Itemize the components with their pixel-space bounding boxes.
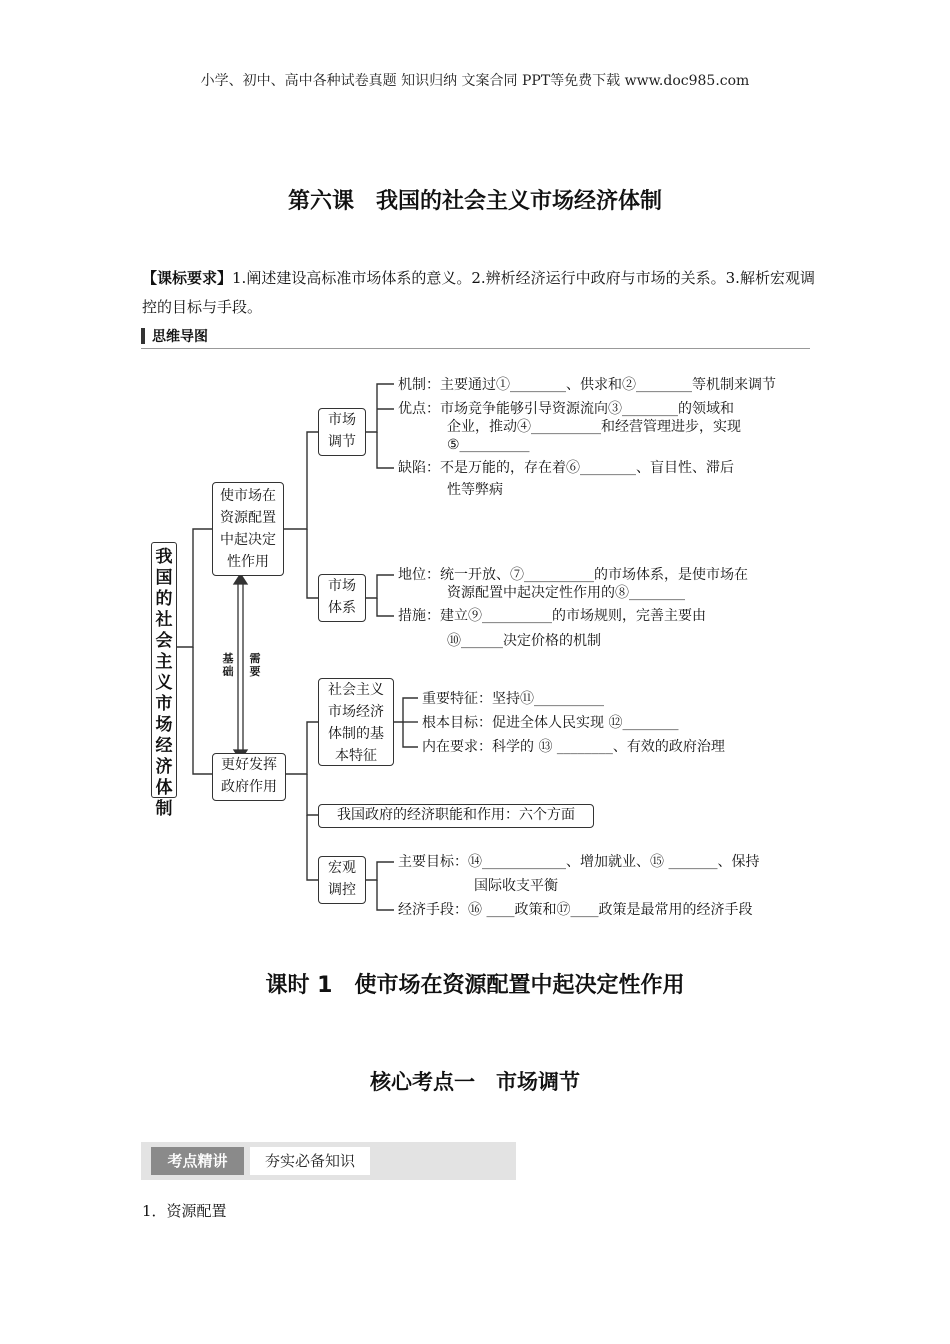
market-system-measures-cont: ⑩______决定价格的机制 — [447, 633, 601, 649]
macro-control-means: 经济手段：⑯ ____政策和⑰____政策是最常用的经济手段 — [398, 902, 753, 918]
branch-market-decisive-role: 使市场在 资源配置 中起决定 性作用 — [212, 482, 284, 576]
branch-government-role: 更好发挥 政府作用 — [212, 753, 286, 801]
class-title: 课时 1 使市场在资源配置中起决定性作用 — [265, 973, 685, 998]
market-system-status-cont: 资源配置中起决定性作用的⑧________ — [447, 585, 685, 601]
tag-foundation-knowledge: 夯实必备知识 — [250, 1147, 370, 1175]
lesson-title: 第六课 我国的社会主义市场经济体制 — [287, 189, 662, 214]
mindmap-title: 思维导图 — [152, 329, 208, 345]
node-market-regulation: 市场 调节 — [318, 408, 366, 456]
arrow-label-need: 需 要 — [249, 652, 261, 678]
section-heading-resource-allocation: 1．资源配置 — [142, 1202, 227, 1220]
node-basic-features: 社会主义 市场经济 体制的基 本特征 — [318, 678, 394, 766]
market-regulation-mechanism: 机制：主要通过①________、供求和②________等机制来调节 — [398, 377, 776, 393]
arrow-label-foundation: 基 础 — [222, 652, 234, 678]
node-macro-control: 宏观 调控 — [318, 856, 366, 904]
macro-control-goals-cont: 国际收支平衡 — [474, 878, 558, 894]
tag-key-points: 考点精讲 — [151, 1147, 244, 1175]
requirements-label: 【课标要求】 — [142, 269, 233, 287]
requirements-text: 1.阐述建设高标准市场体系的意义。2.辨析经济运行中政府与市场的关系。3.解析宏观调控的目标与手段。 — [142, 269, 815, 316]
market-system-measures: 措施：建立⑨__________的市场规则，完善主要由 — [398, 608, 706, 624]
basic-features-important: 重要特征：坚持⑪__________ — [422, 691, 604, 707]
macro-control-goals: 主要目标：⑭____________、增加就业、⑮ _______、保持 — [398, 854, 760, 870]
basic-features-requirement: 内在要求：科学的 ⑬ ________、有效的政府治理 — [422, 739, 725, 755]
market-regulation-defect-cont: 性等弊病 — [447, 482, 503, 498]
market-system-status: 地位：统一开放、⑦__________的市场体系，是使市场在 — [398, 567, 748, 583]
core-point-title: 核心考点一 市场调节 — [370, 1070, 580, 1094]
market-regulation-advantage-cont: 企业，推动④__________和经营管理进步，实现 — [447, 419, 741, 435]
market-regulation-defect: 缺陷：不是万能的，存在着⑥________、盲目性、滞后 — [398, 460, 734, 476]
node-market-system: 市场 体系 — [318, 574, 366, 622]
node-government-functions: 我国政府的经济职能和作用：六个方面 — [318, 804, 594, 828]
mindmap-root: 我 国 的 社 会 主 义 市 场 经 济 体 制 — [151, 542, 177, 798]
basic-features-goal: 根本目标：促进全体人民实现 ⑫________ — [422, 715, 679, 731]
market-regulation-advantage-cont2: ⑤__________ — [447, 437, 530, 453]
market-regulation-advantage: 优点：市场竞争能够引导资源流向③________的领域和 — [398, 401, 734, 417]
page-header: 小学、初中、高中各种试卷真题 知识归纳 文案合同 PPT等免费下载 www.doc985.com — [200, 73, 750, 89]
